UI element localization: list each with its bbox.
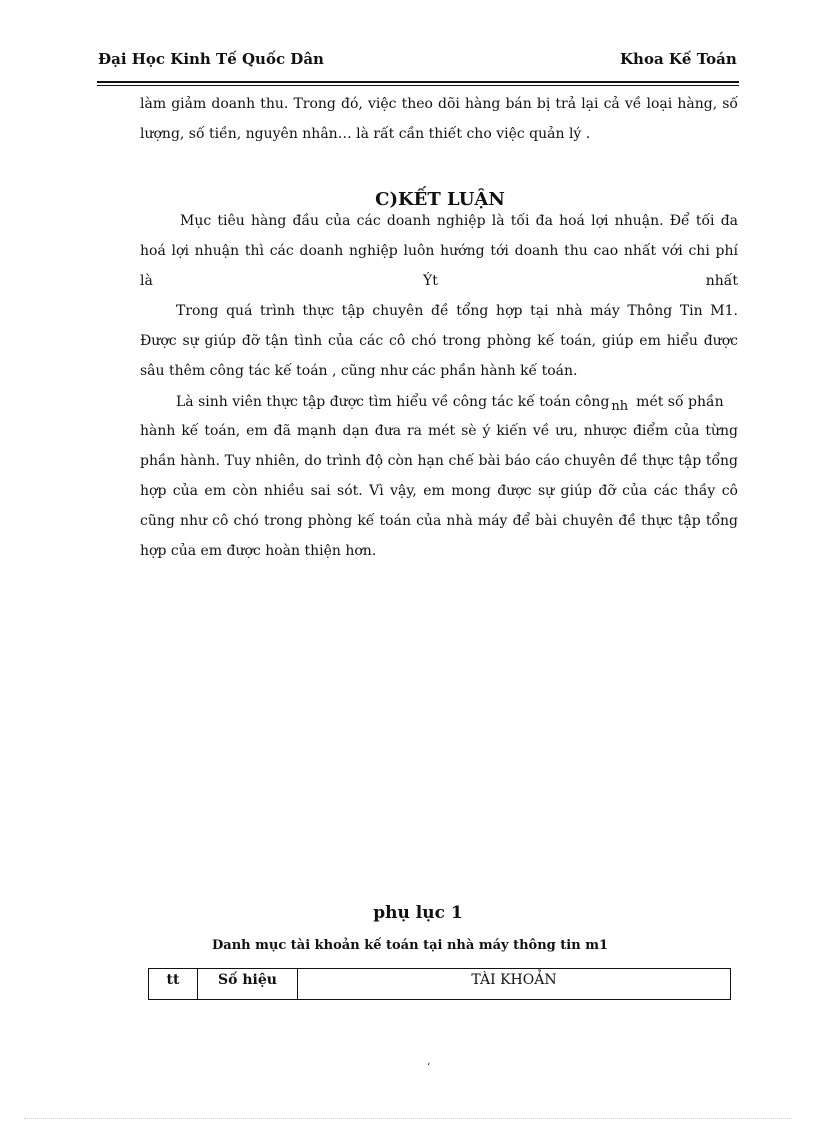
intro-line-1: làm giảm doanh thu. Trong đó, việc theo dõi hàng bán bị trả lại cả về loại hàng, số	[140, 96, 738, 112]
table-header-row	[149, 969, 731, 1000]
intro-line-2: lượng, số tiền, nguyên nhân… là rất cần thiết cho việc quản lý .	[140, 126, 591, 142]
header-faculty: Khoa Kế Toán	[620, 50, 737, 68]
p3-line-1-subscript: nh	[611, 399, 629, 414]
table-header-account: TÀI KHOẢN	[298, 969, 731, 1000]
word-nhat: nhất	[705, 273, 738, 289]
appendix-subtitle: Danh mục tài khoản kế toán tại nhà máy thông tin m1	[212, 938, 608, 953]
p3-line-1-part-a: Là sinh viên thực tập được tìm hiểu về công tác kế toán công	[176, 394, 610, 410]
conclusion-p1-line-2: hoá lợi nhuận thì các doanh nghiệp luôn hướng tới doanh thu cao nhất với chi phí	[140, 243, 738, 259]
conclusion-p2-line-2: Được sự giúp đỡ tận tình của các cô chó trong phòng kế toán, giúp em hiểu được	[140, 333, 738, 349]
conclusion-p3-line-4: hợp của em còn nhiều sai sót. Vì vậy, em mong được sự giúp đỡ của các thầy cô	[140, 483, 738, 499]
appendix-title: phụ lục 1	[373, 903, 463, 923]
conclusion-p2-line-3: sâu thêm công tác kế toán , cũng như các phần hành kế toán.	[140, 363, 578, 379]
conclusion-p2-line-1: Trong quá trình thực tập chuyên đề tổng hợp tại nhà máy Thông Tin M1.	[176, 303, 738, 319]
conclusion-p3-line-1	[176, 393, 738, 412]
word-yt: Ýt	[423, 273, 438, 289]
table-header-tt: tt	[149, 969, 198, 1000]
conclusion-p3-line-6: hợp của em được hoàn thiện hơn.	[140, 543, 377, 559]
header-rule-thin	[97, 85, 739, 86]
p3-line-1-part-b: mét số phần	[636, 394, 724, 410]
conclusion-p3-line-2: hành kế toán, em đã mạnh dạn đưa ra mét sè ý kiến về ưu, nhược điểm của từng	[140, 423, 738, 439]
word-la: là	[140, 273, 153, 289]
conclusion-p3-line-5: cũng như cô chó trong phòng kế toán của nhà máy để bài chuyên đề thực tập tổng	[140, 513, 738, 529]
page-number-mark: ‘	[427, 1062, 431, 1073]
page-bottom-border	[24, 1118, 792, 1119]
section-title: C)KẾT LUẬN	[375, 189, 505, 210]
header-university: Đại Học Kinh Tế Quốc Dân	[98, 50, 324, 68]
conclusion-p3-line-3: phần hành. Tuy nhiên, do trình độ còn hạn chế bài báo cáo chuyên đề thực tập tổng	[140, 453, 738, 469]
table-header-account-number: Số hiệu	[198, 969, 298, 1000]
conclusion-p1-line-1: Mục tiêu hàng đầu của các doanh nghiệp là tối đa hoá lợi nhuận. Để tối đa	[180, 213, 738, 229]
accounts-table	[148, 968, 731, 1000]
header-rule-thick	[97, 81, 739, 83]
